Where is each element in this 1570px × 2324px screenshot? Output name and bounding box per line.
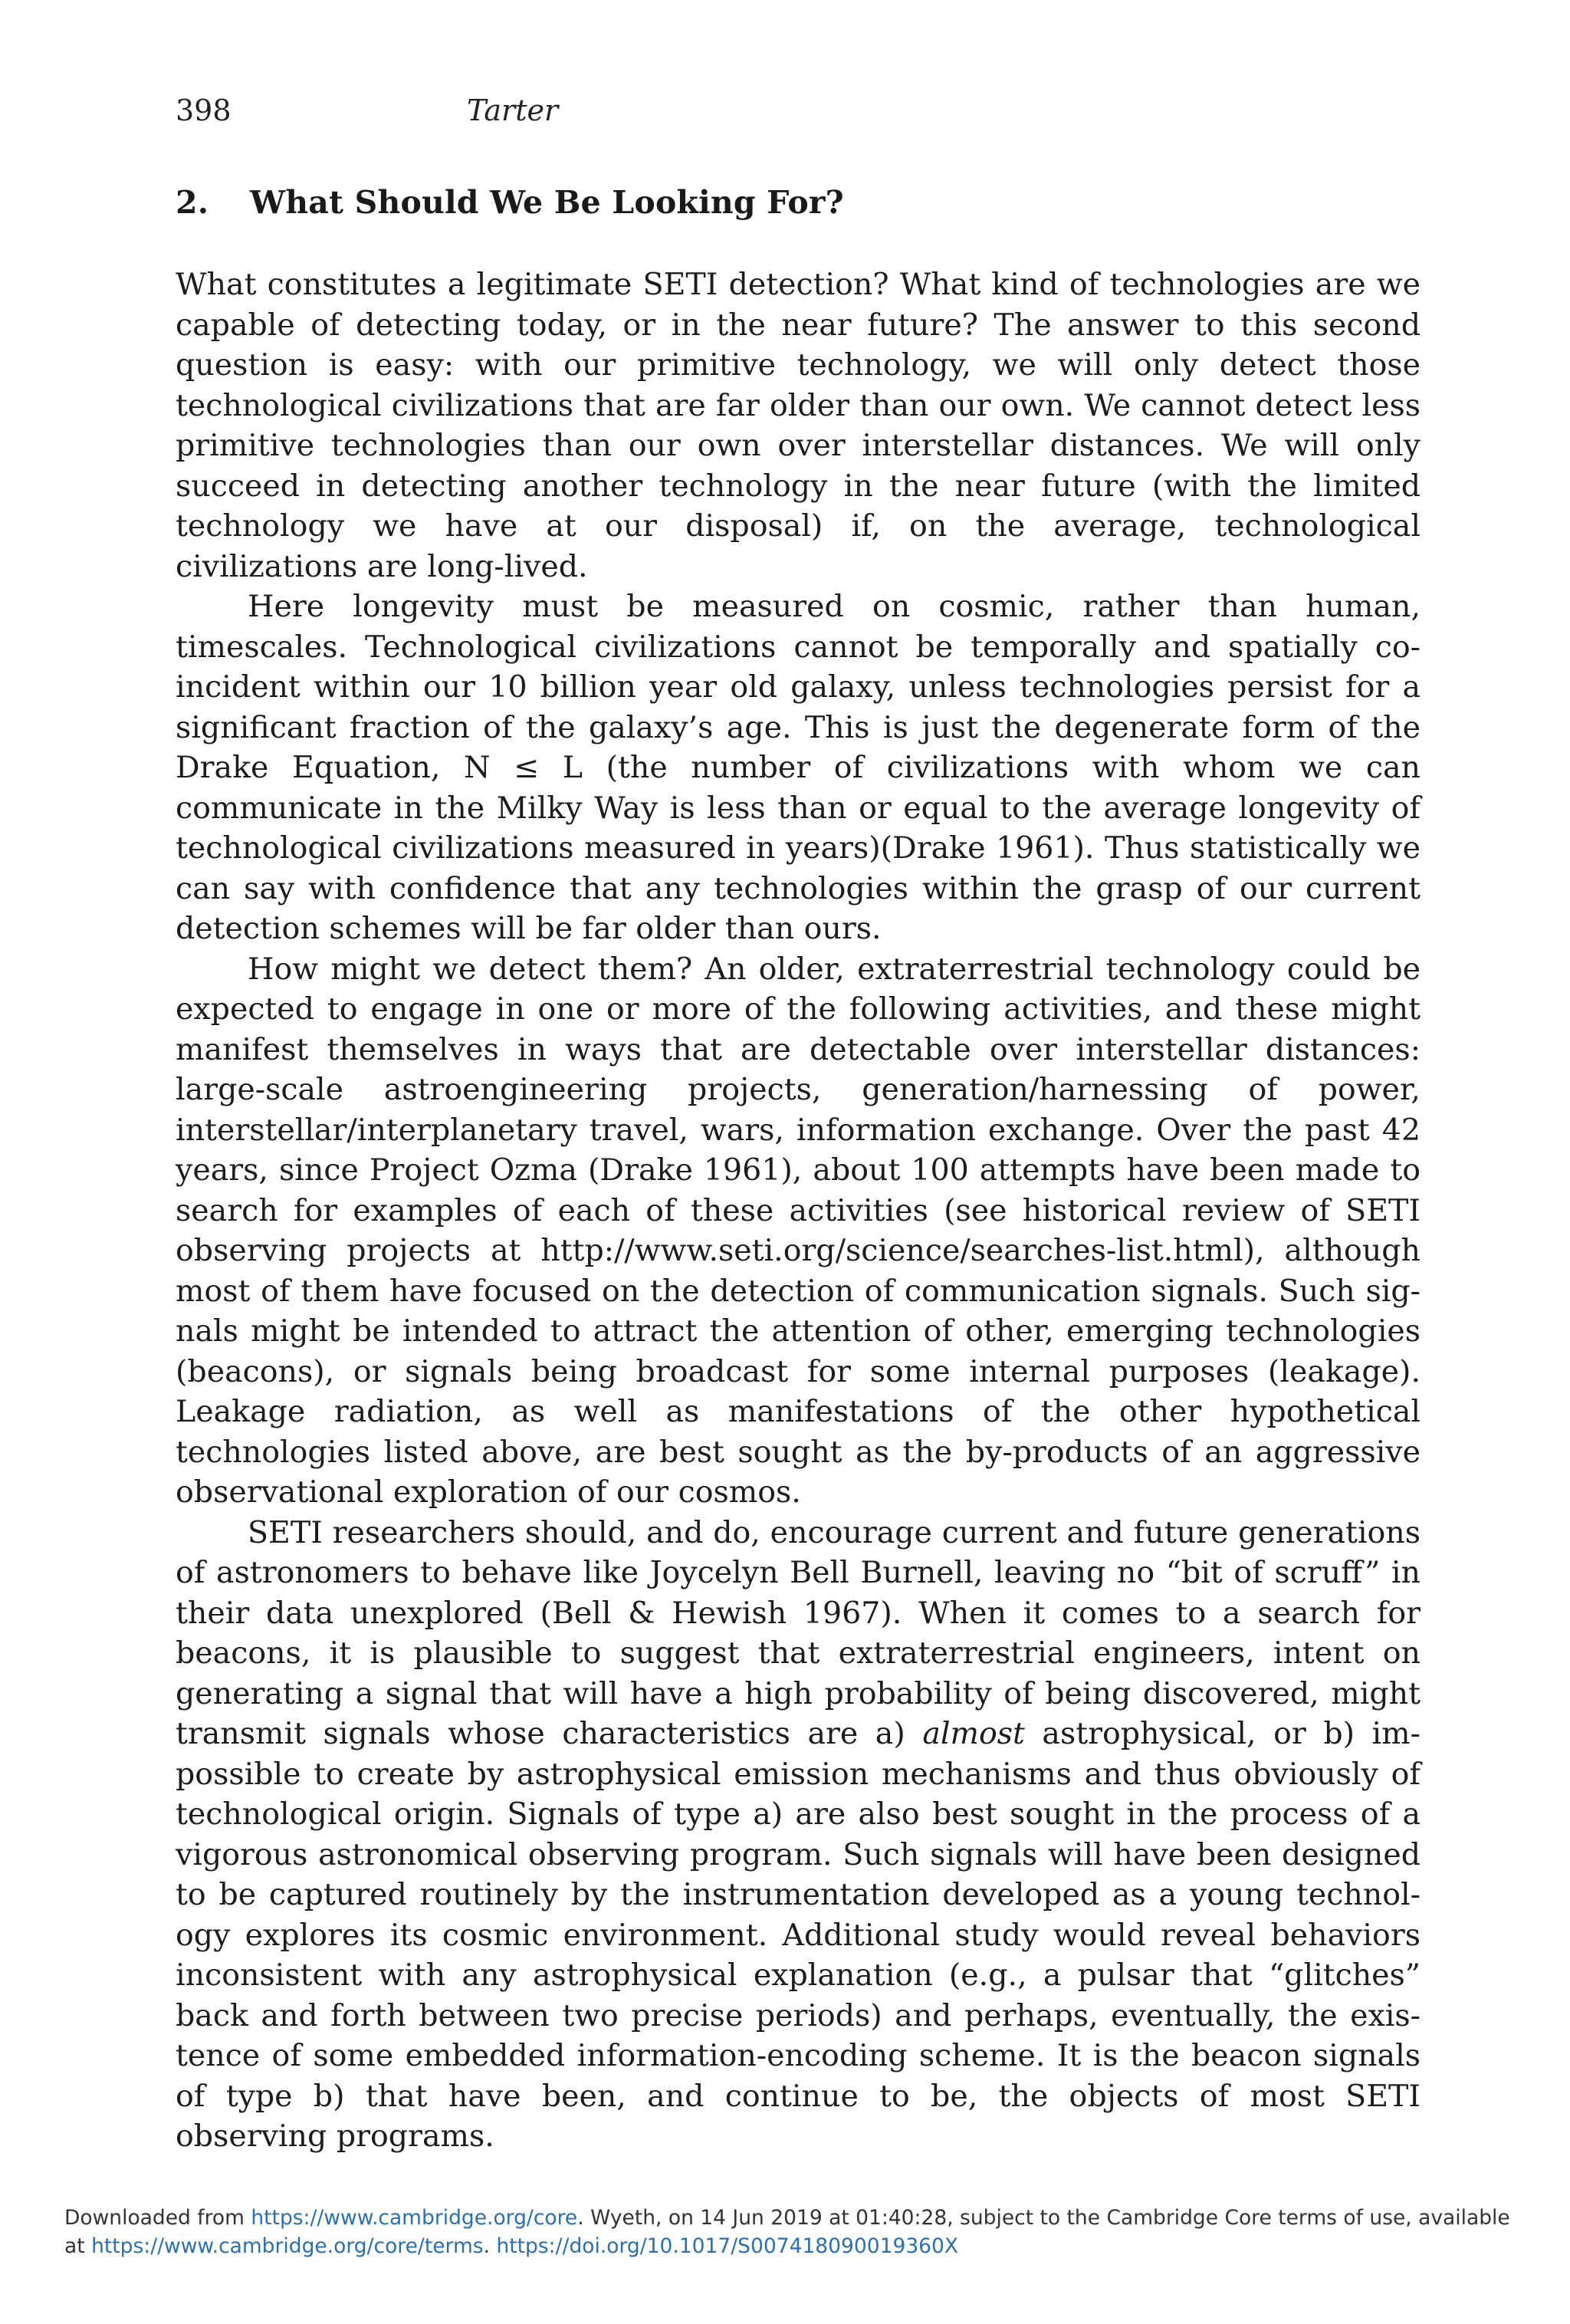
footer-separator: . <box>483 2234 497 2258</box>
paragraph-3: How might we detect them? An older, extraterrestrial technology could be expected to engage in one or more of the following activities, and these might manifest themselves in ways that are detectable over interstellar distances: large-scale astroengineering projects, generation/harnessing of power, interstellar/interplanetary travel, wars, information exchange. Over the past 42 years, since Project Ozma (Drake 1961), about 100 attempts have been made to search for examples of each of these activities (see historical review of SETI observing projects at http://www.seti.org/science/searches-list.html), although most of them have focused on the detection of communication signals. Such signals might be intended to attract the attention of other, emerging technologies (beacons), or signals being broadcast for some internal purposes (leakage). Leakage radiation, as well as manifestations of the other hypothetical technologies listed above, are best sought as the by-products of an aggressive observational exploration of our cosmos. <box>176 951 1421 1510</box>
article-body <box>176 265 1421 2157</box>
footer-middle: . Wyeth, on 14 Jun 2019 at 01:40:28, subject to the Cambridge Core terms of use, available at <box>64 2206 1510 2258</box>
download-footer <box>64 2204 1521 2260</box>
paragraph-4 <box>176 1513 1421 2157</box>
running-author: Tarter <box>467 94 559 127</box>
section-title: What Should We Be Looking For? <box>250 184 844 221</box>
paragraph-4-part-a: SETI researchers should, and do, encourage current and future generations of astronomers to behave like Joycelyn Bell Burnell, leaving no “bit of scruff” in their data unexplored (Bell & Hewish 1967). When it comes to a search for beacons, it is plausible to suggest that extraterrestrial engineers, intent on generating a signal that will have a high probability of being discovered, might transmit signals whose characteristics are a) <box>176 1514 1421 1751</box>
paragraph-1: What constitutes a legitimate SETI detection? What kind of technologies are we capable of detecting today, or in the near future? The answer to this second question is easy: with our primitive technology, we will only detect those technological civilizations that are far older than our own. We cannot detect less primitive technologies than our own over interstellar distances. We will only succeed in detecting another technology in the near future (with the limited technology we have at our disposal) if, on the average, technological civilizations are long-lived. <box>176 267 1421 584</box>
paragraph-2: Here longevity must be measured on cosmic, rather than human, timescales. Technological civilizations cannot be temporally and spatially co-incident within our 10 billion year old galaxy, unless technologies persist for a significant fraction of the galaxy’s age. This is just the degenerate form of the Drake Equation, N ≤ L (the number of civilizations with whom we can communicate in the Milky Way is less than or equal to the average longevity of technological civilizations measured in years)(Drake 1961). Thus statistically we can say with confidence that any technologies within the grasp of our current detection schemes will be far older than ours. <box>176 589 1421 946</box>
page-number: 398 <box>176 94 232 127</box>
footer-prefix: Downloaded from <box>64 2206 251 2230</box>
running-header <box>176 94 558 127</box>
section-heading <box>176 184 844 221</box>
section-number: 2. <box>176 184 209 221</box>
doi-link[interactable]: https://doi.org/10.1017/S007418090019360X <box>496 2234 959 2258</box>
paragraph-4-part-b: astrophysical, or b) impossible to create by astrophysical emission mechanisms and thus obviously of technological origin. Signals of type a) are also best sought in the process of a vigorous astronomical observing program. Such signals will have been designed to be captured routinely by the instrumentation developed as a young technology explores its cosmic environment. Additional study would reveal behaviors inconsistent with any astrophysical explanation (e.g., a pulsar that “glitches” back and forth between two precise periods) and perhaps, eventually, the existence of some embedded information-encoding scheme. It is the beacon signals of type b) that have been, and continue to be, the objects of most SETI observing programs. <box>176 1716 1421 2154</box>
emphasis-almost: almost <box>922 1716 1025 1751</box>
terms-link[interactable]: https://www.cambridge.org/core/terms <box>91 2234 484 2258</box>
cambridge-core-link[interactable]: https://www.cambridge.org/core <box>251 2206 578 2230</box>
